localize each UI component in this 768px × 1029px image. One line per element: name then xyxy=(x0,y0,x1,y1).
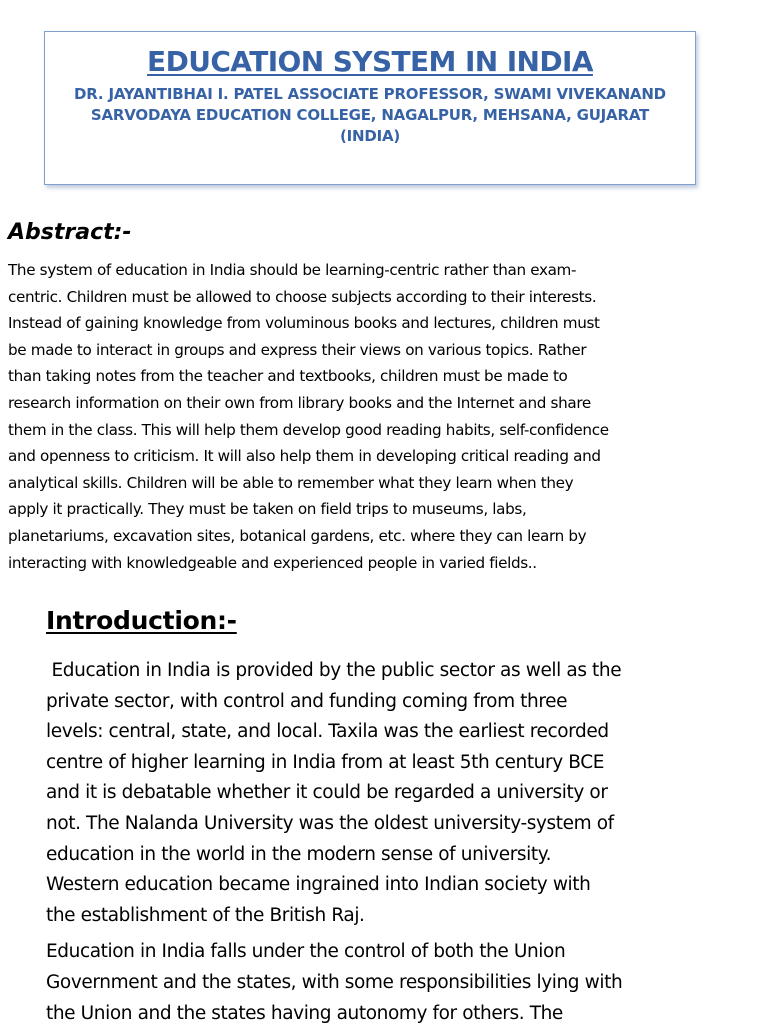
intro-line: not. The Nalanda University was the oldest university-system of xyxy=(46,812,614,834)
author-line: (INDIA) xyxy=(339,127,401,145)
intro-line: the Union and the states having autonomy for others. The xyxy=(46,1002,563,1024)
author-line: DR. JAYANTIBHAI I. PATEL ASSOCIATE PROFESSOR, SWAMI VIVEKANAND xyxy=(74,85,666,103)
abstract-line: than taking notes from the teacher and textbooks, children must be made to xyxy=(8,367,568,386)
abstract-body xyxy=(8,257,764,576)
abstract-line: them in the class. This will help them develop good reading habits, self-confidence xyxy=(8,420,609,439)
title-box xyxy=(44,31,696,185)
introduction-paragraph-1 xyxy=(46,656,726,931)
abstract-line: analytical skills. Children will be able to remember what they learn when they xyxy=(8,473,574,492)
abstract-line: Instead of gaining knowledge from voluminous books and lectures, children must xyxy=(8,314,600,333)
document-title: EDUCATION SYSTEM IN INDIA xyxy=(147,45,593,78)
abstract-line: interacting with knowledgeable and experienced people in varied fields.. xyxy=(8,553,537,572)
intro-line: Education in India is provided by the public sector as well as the xyxy=(46,660,622,681)
abstract-line: be made to interact in groups and express their views on various topics. Rather xyxy=(8,340,587,359)
intro-line: education in the world in the modern sense of university. xyxy=(46,843,552,865)
abstract-line: research information on their own from library books and the Internet and share xyxy=(8,393,591,412)
intro-line: and it is debatable whether it could be regarded a university or xyxy=(46,782,608,804)
abstract-line: and openness to criticism. It will also help them in developing critical reading and xyxy=(8,447,601,466)
intro-line: centre of higher learning in India from at least 5th century BCE xyxy=(46,751,605,773)
author-affiliation xyxy=(51,84,689,147)
intro-line: Education in India falls under the control of both the Union xyxy=(46,941,566,963)
intro-line: levels: central, state, and local. Taxila was the earliest recorded xyxy=(46,721,609,743)
intro-line: the establishment of the British Raj. xyxy=(46,904,365,926)
abstract-line: apply it practically. They must be taken on field trips to museums, labs, xyxy=(8,500,527,519)
abstract-line: centric. Children must be allowed to choose subjects according to their interests. xyxy=(8,287,597,306)
intro-line: private sector, with control and funding coming from three xyxy=(46,690,568,712)
introduction-heading: Introduction:- xyxy=(46,606,237,635)
intro-line: Western education became ingrained into Indian society with xyxy=(46,874,591,896)
introduction-paragraph-2 xyxy=(46,937,726,1029)
abstract-line: The system of education in India should be learning-centric rather than exam- xyxy=(8,261,577,279)
abstract-heading: Abstract:- xyxy=(8,220,132,245)
author-line: SARVODAYA EDUCATION COLLEGE, NAGALPUR, MEHSANA, GUJARAT xyxy=(90,106,650,124)
introduction-body xyxy=(46,656,726,1029)
intro-line: Government and the states, with some responsibilities lying with xyxy=(46,971,623,993)
abstract-line: planetariums, excavation sites, botanical gardens, etc. where they can learn by xyxy=(8,526,587,545)
